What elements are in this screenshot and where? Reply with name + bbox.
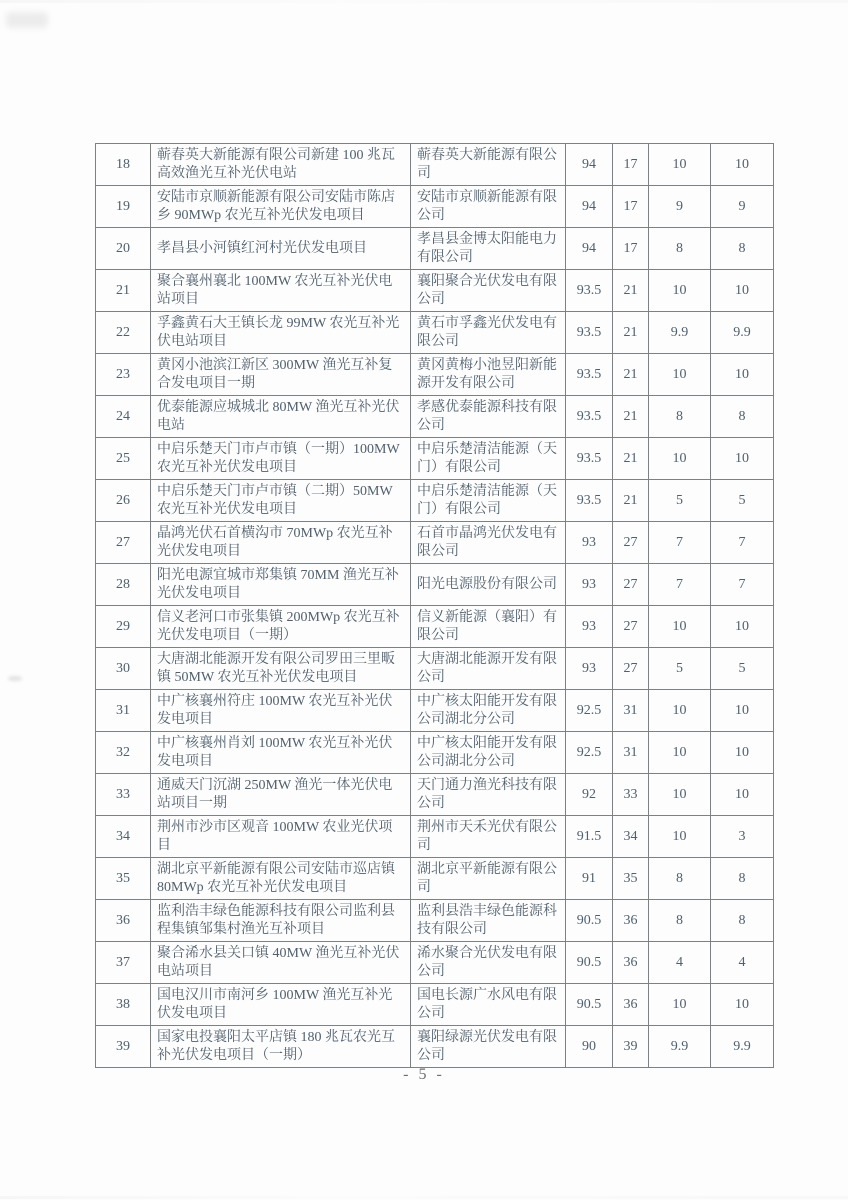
table-row [96, 564, 774, 606]
company-name-cell: 黄冈黄梅小池昱阳新能源开发有限公司 [411, 354, 566, 396]
points-b-cell: 10 [711, 270, 774, 312]
rank-cell: 31 [613, 690, 649, 732]
row-number-cell: 21 [96, 270, 151, 312]
table-row [96, 186, 774, 228]
points-a-cell: 10 [649, 270, 711, 312]
score-cell: 93.5 [566, 354, 613, 396]
points-a-cell: 8 [649, 396, 711, 438]
project-name-cell: 中启乐楚天门市卢市镇（一期）100MW 农光互补光伏发电项目 [151, 438, 411, 480]
company-name-cell: 国电长源广水风电有限公司 [411, 984, 566, 1026]
points-a-cell: 9.9 [649, 312, 711, 354]
rank-cell: 36 [613, 984, 649, 1026]
points-b-cell: 5 [711, 480, 774, 522]
rank-cell: 17 [613, 228, 649, 270]
score-cell: 90 [566, 1026, 613, 1068]
rank-cell: 27 [613, 522, 649, 564]
score-cell: 93.5 [566, 396, 613, 438]
company-name-cell: 襄阳聚合光伏发电有限公司 [411, 270, 566, 312]
table-row [96, 1026, 774, 1068]
project-name-cell: 中启乐楚天门市卢市镇（二期）50MW 农光互补光伏发电项目 [151, 480, 411, 522]
row-number-cell: 29 [96, 606, 151, 648]
rank-cell: 35 [613, 858, 649, 900]
points-b-cell: 10 [711, 606, 774, 648]
score-cell: 93 [566, 564, 613, 606]
row-number-cell: 39 [96, 1026, 151, 1068]
project-name-cell: 聚合浠水县关口镇 40MW 渔光互补光伏电站项目 [151, 942, 411, 984]
company-name-cell: 中广核太阳能开发有限公司湖北分公司 [411, 690, 566, 732]
points-a-cell: 5 [649, 648, 711, 690]
points-b-cell: 10 [711, 774, 774, 816]
points-b-cell: 10 [711, 354, 774, 396]
score-cell: 91 [566, 858, 613, 900]
points-a-cell: 7 [649, 564, 711, 606]
points-a-cell: 10 [649, 606, 711, 648]
page-number: - 5 - [403, 1066, 445, 1083]
points-b-cell: 9 [711, 186, 774, 228]
table-row [96, 648, 774, 690]
project-name-cell: 孚鑫黄石大王镇长龙 99MW 农光互补光伏电站项目 [151, 312, 411, 354]
row-number-cell: 32 [96, 732, 151, 774]
table-row [96, 816, 774, 858]
table-row [96, 270, 774, 312]
project-name-cell: 国家电投襄阳太平店镇 180 兆瓦农光互补光伏发电项目（一期） [151, 1026, 411, 1068]
table-row [96, 858, 774, 900]
points-b-cell: 8 [711, 228, 774, 270]
table-row [96, 354, 774, 396]
company-name-cell: 信义新能源（襄阳）有限公司 [411, 606, 566, 648]
points-b-cell: 7 [711, 522, 774, 564]
points-b-cell: 8 [711, 900, 774, 942]
score-cell: 93 [566, 522, 613, 564]
company-name-cell: 浠水聚合光伏发电有限公司 [411, 942, 566, 984]
company-name-cell: 黄石市孚鑫光伏发电有限公司 [411, 312, 566, 354]
company-name-cell: 荆州市天禾光伏有限公司 [411, 816, 566, 858]
points-a-cell: 10 [649, 984, 711, 1026]
rank-cell: 27 [613, 606, 649, 648]
project-name-cell: 优泰能源应城城北 80MW 渔光互补光伏电站 [151, 396, 411, 438]
pv-project-ranking-table [95, 143, 774, 1068]
points-a-cell: 7 [649, 522, 711, 564]
score-cell: 92 [566, 774, 613, 816]
company-name-cell: 监利县浩丰绿色能源科技有限公司 [411, 900, 566, 942]
score-cell: 90.5 [566, 900, 613, 942]
scan-shadow-band-top [0, 0, 848, 3]
row-number-cell: 31 [96, 690, 151, 732]
points-a-cell: 8 [649, 228, 711, 270]
rank-cell: 31 [613, 732, 649, 774]
points-a-cell: 9 [649, 186, 711, 228]
score-cell: 90.5 [566, 984, 613, 1026]
rank-cell: 21 [613, 354, 649, 396]
points-b-cell: 4 [711, 942, 774, 984]
table-row [96, 774, 774, 816]
project-name-cell: 阳光电源宜城市郑集镇 70MM 渔光互补光伏发电项目 [151, 564, 411, 606]
row-number-cell: 37 [96, 942, 151, 984]
row-number-cell: 25 [96, 438, 151, 480]
rank-cell: 17 [613, 144, 649, 186]
table-row [96, 732, 774, 774]
row-number-cell: 27 [96, 522, 151, 564]
project-name-cell: 通威天门沉湖 250MW 渔光一体光伏电站项目一期 [151, 774, 411, 816]
project-name-cell: 安陆市京顺新能源有限公司安陆市陈店乡 90MWp 农光互补光伏发电项目 [151, 186, 411, 228]
score-cell: 94 [566, 228, 613, 270]
scan-mark-left-margin [8, 676, 22, 681]
project-name-cell: 湖北京平新能源有限公司安陆市巡店镇 80MWp 农光互补光伏发电项目 [151, 858, 411, 900]
project-name-cell: 中广核襄州肖刘 100MW 农光互补光伏发电项目 [151, 732, 411, 774]
points-a-cell: 10 [649, 732, 711, 774]
company-name-cell: 中启乐楚清洁能源（天门）有限公司 [411, 480, 566, 522]
points-b-cell: 8 [711, 858, 774, 900]
rank-cell: 39 [613, 1026, 649, 1068]
table-row [96, 396, 774, 438]
rank-cell: 36 [613, 942, 649, 984]
score-cell: 93.5 [566, 438, 613, 480]
points-b-cell: 9.9 [711, 312, 774, 354]
table-row [96, 984, 774, 1026]
project-name-cell: 信义老河口市张集镇 200MWp 农光互补光伏发电项目（一期） [151, 606, 411, 648]
rank-cell: 33 [613, 774, 649, 816]
table-row [96, 144, 774, 186]
table-row [96, 228, 774, 270]
row-number-cell: 26 [96, 480, 151, 522]
points-a-cell: 9.9 [649, 1026, 711, 1068]
points-a-cell: 10 [649, 438, 711, 480]
rank-cell: 27 [613, 648, 649, 690]
score-cell: 94 [566, 144, 613, 186]
company-name-cell: 大唐湖北能源开发有限公司 [411, 648, 566, 690]
points-a-cell: 10 [649, 816, 711, 858]
company-name-cell: 中启乐楚清洁能源（天门）有限公司 [411, 438, 566, 480]
points-b-cell: 5 [711, 648, 774, 690]
rank-cell: 21 [613, 270, 649, 312]
company-name-cell: 孝昌县金博太阳能电力有限公司 [411, 228, 566, 270]
points-b-cell: 10 [711, 144, 774, 186]
table-row [96, 690, 774, 732]
table-row [96, 900, 774, 942]
points-a-cell: 8 [649, 858, 711, 900]
row-number-cell: 30 [96, 648, 151, 690]
points-a-cell: 10 [649, 354, 711, 396]
table-row [96, 522, 774, 564]
company-name-cell: 石首市晶鸿光伏发电有限公司 [411, 522, 566, 564]
scan-smudge-top-left [6, 12, 48, 28]
company-name-cell: 襄阳绿源光伏发电有限公司 [411, 1026, 566, 1068]
score-cell: 91.5 [566, 816, 613, 858]
company-name-cell: 蕲春英大新能源有限公司 [411, 144, 566, 186]
rank-cell: 34 [613, 816, 649, 858]
project-name-cell: 荆州市沙市区观音 100MW 农业光伏项目 [151, 816, 411, 858]
company-name-cell: 中广核太阳能开发有限公司湖北分公司 [411, 732, 566, 774]
points-b-cell: 3 [711, 816, 774, 858]
table-row [96, 438, 774, 480]
points-a-cell: 10 [649, 774, 711, 816]
project-name-cell: 晶鸿光伏石首横沟市 70MWp 农光互补光伏发电项目 [151, 522, 411, 564]
row-number-cell: 33 [96, 774, 151, 816]
rank-cell: 17 [613, 186, 649, 228]
company-name-cell: 湖北京平新能源有限公司 [411, 858, 566, 900]
row-number-cell: 20 [96, 228, 151, 270]
company-name-cell: 天门通力渔光科技有限公司 [411, 774, 566, 816]
project-name-cell: 国电汉川市南河乡 100MW 渔光互补光伏发电项目 [151, 984, 411, 1026]
score-cell: 93.5 [566, 480, 613, 522]
score-cell: 92.5 [566, 732, 613, 774]
rank-cell: 21 [613, 438, 649, 480]
row-number-cell: 22 [96, 312, 151, 354]
table-row [96, 312, 774, 354]
table-row [96, 942, 774, 984]
rank-cell: 21 [613, 480, 649, 522]
points-a-cell: 8 [649, 900, 711, 942]
company-name-cell: 安陆市京顺新能源有限公司 [411, 186, 566, 228]
row-number-cell: 36 [96, 900, 151, 942]
rank-cell: 21 [613, 312, 649, 354]
rank-cell: 21 [613, 396, 649, 438]
points-b-cell: 10 [711, 690, 774, 732]
table-row [96, 606, 774, 648]
score-cell: 93 [566, 648, 613, 690]
project-name-cell: 大唐湖北能源开发有限公司罗田三里畈镇 50MW 农光互补光伏发电项目 [151, 648, 411, 690]
points-b-cell: 7 [711, 564, 774, 606]
row-number-cell: 38 [96, 984, 151, 1026]
row-number-cell: 28 [96, 564, 151, 606]
project-name-cell: 中广核襄州符庄 100MW 农光互补光伏发电项目 [151, 690, 411, 732]
row-number-cell: 18 [96, 144, 151, 186]
project-name-cell: 黄冈小池滨江新区 300MW 渔光互补复合发电项目一期 [151, 354, 411, 396]
score-cell: 93.5 [566, 270, 613, 312]
project-name-cell: 孝昌县小河镇红河村光伏发电项目 [151, 228, 411, 270]
score-cell: 90.5 [566, 942, 613, 984]
ranking-table-body [96, 144, 774, 1068]
company-name-cell: 孝感优泰能源科技有限公司 [411, 396, 566, 438]
project-name-cell: 聚合襄州襄北 100MW 农光互补光伏电站项目 [151, 270, 411, 312]
points-b-cell: 10 [711, 984, 774, 1026]
score-cell: 94 [566, 186, 613, 228]
row-number-cell: 35 [96, 858, 151, 900]
row-number-cell: 19 [96, 186, 151, 228]
row-number-cell: 34 [96, 816, 151, 858]
points-a-cell: 5 [649, 480, 711, 522]
points-a-cell: 4 [649, 942, 711, 984]
project-name-cell: 监利浩丰绿色能源科技有限公司监利县程集镇邹集村渔光互补项目 [151, 900, 411, 942]
company-name-cell: 阳光电源股份有限公司 [411, 564, 566, 606]
points-a-cell: 10 [649, 690, 711, 732]
points-b-cell: 10 [711, 438, 774, 480]
points-b-cell: 9.9 [711, 1026, 774, 1068]
row-number-cell: 23 [96, 354, 151, 396]
points-b-cell: 8 [711, 396, 774, 438]
score-cell: 93 [566, 606, 613, 648]
row-number-cell: 24 [96, 396, 151, 438]
project-name-cell: 蕲春英大新能源有限公司新建 100 兆瓦高效渔光互补光伏电站 [151, 144, 411, 186]
points-a-cell: 10 [649, 144, 711, 186]
score-cell: 93.5 [566, 312, 613, 354]
scan-shadow-band-bottom [0, 1196, 848, 1199]
table-row [96, 480, 774, 522]
rank-cell: 27 [613, 564, 649, 606]
rank-cell: 36 [613, 900, 649, 942]
points-b-cell: 10 [711, 732, 774, 774]
score-cell: 92.5 [566, 690, 613, 732]
